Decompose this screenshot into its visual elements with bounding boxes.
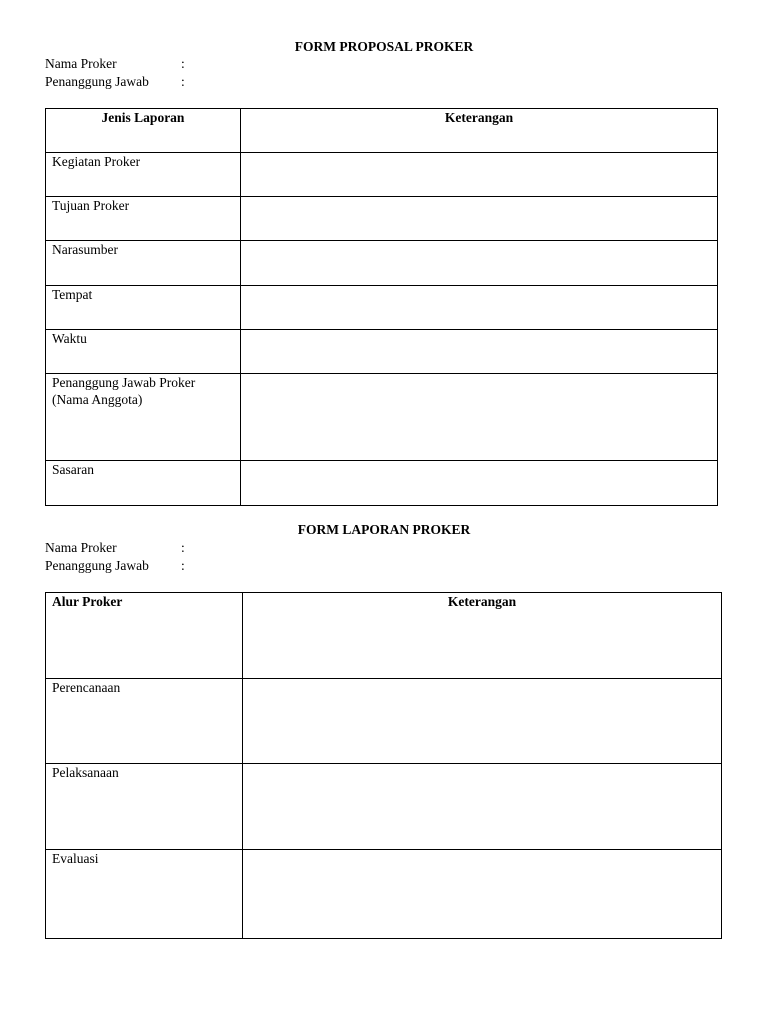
row-label xyxy=(46,374,241,461)
header-alur-proker: Alur Proker xyxy=(46,593,243,679)
laporan-field-penanggung-jawab xyxy=(45,557,185,575)
table-row xyxy=(46,374,718,461)
row-value[interactable] xyxy=(241,374,718,461)
row-label: Waktu xyxy=(46,330,241,374)
laporan-title: FORM LAPORAN PROKER xyxy=(297,522,471,537)
field-label: Nama Proker xyxy=(45,540,117,555)
header-jenis-laporan: Jenis Laporan xyxy=(46,109,241,153)
row-value[interactable] xyxy=(241,330,718,374)
laporan-meta xyxy=(45,539,185,575)
row-label: Kegiatan Proker xyxy=(46,153,241,197)
row-label: Tempat xyxy=(46,286,241,330)
field-separator: : xyxy=(181,74,185,89)
row-value[interactable] xyxy=(243,764,722,850)
row-label: Evaluasi xyxy=(46,850,243,939)
field-label: Penanggung Jawab xyxy=(45,74,149,89)
row-value[interactable] xyxy=(243,679,722,764)
row-label: Perencanaan xyxy=(46,679,243,764)
table-row xyxy=(46,850,722,939)
row-label: Pelaksanaan xyxy=(46,764,243,850)
row-value[interactable] xyxy=(241,153,718,197)
table-row xyxy=(46,241,718,286)
table-row xyxy=(46,197,718,241)
table-row xyxy=(46,330,718,374)
row-value[interactable] xyxy=(243,850,722,939)
row-value[interactable] xyxy=(241,241,718,286)
row-label: Tujuan Proker xyxy=(46,197,241,241)
row-label-line1: Penanggung Jawab Proker xyxy=(52,375,196,390)
table-row xyxy=(46,764,722,850)
table-row xyxy=(46,679,722,764)
table-header-row xyxy=(46,109,718,153)
proposal-title: FORM PROPOSAL PROKER xyxy=(294,39,474,54)
row-value[interactable] xyxy=(241,286,718,330)
field-separator: : xyxy=(181,56,185,71)
proposal-meta xyxy=(45,55,185,91)
proposal-table xyxy=(45,108,718,506)
row-value[interactable] xyxy=(241,461,718,506)
field-separator: : xyxy=(181,558,185,573)
table-header-row xyxy=(46,593,722,679)
header-keterangan: Keterangan xyxy=(241,109,718,153)
table-row xyxy=(46,286,718,330)
proposal-field-nama-proker xyxy=(45,55,185,73)
laporan-field-nama-proker xyxy=(45,539,185,557)
table-row xyxy=(46,461,718,506)
row-value[interactable] xyxy=(241,197,718,241)
laporan-table xyxy=(45,592,722,939)
row-label: Sasaran xyxy=(46,461,241,506)
row-label-line2: (Nama Anggota) xyxy=(52,392,143,407)
row-label: Narasumber xyxy=(46,241,241,286)
field-label: Penanggung Jawab xyxy=(45,558,149,573)
field-label: Nama Proker xyxy=(45,56,117,71)
header-keterangan: Keterangan xyxy=(243,593,722,679)
proposal-field-penanggung-jawab xyxy=(45,73,185,91)
table-row xyxy=(46,153,718,197)
field-separator: : xyxy=(181,540,185,555)
